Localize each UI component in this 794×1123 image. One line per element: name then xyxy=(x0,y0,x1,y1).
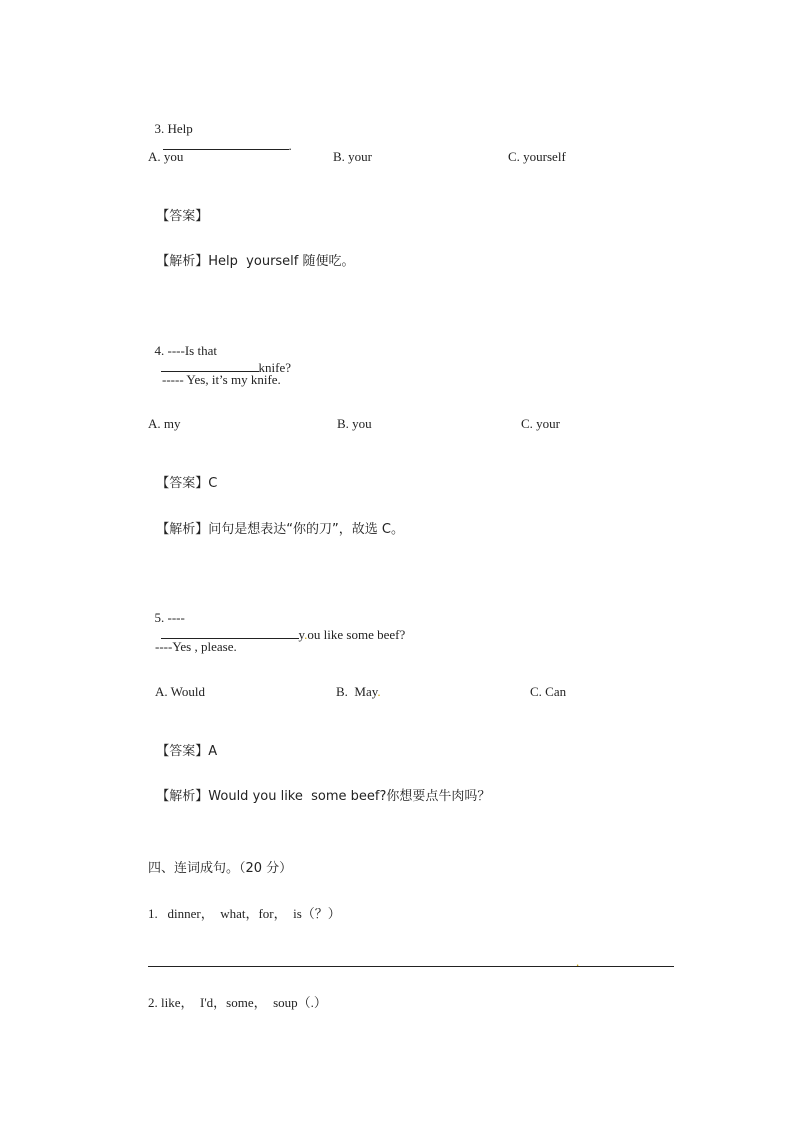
q4-answer xyxy=(148,460,217,492)
q3-stem xyxy=(148,105,292,154)
q5-answer-value: A xyxy=(208,744,218,759)
q4-option-c[interactable]: C. your xyxy=(521,416,560,431)
section4-item-2: 2. like， I'd，some， soup（.） xyxy=(148,995,327,1010)
q5-analysis-label: 【解析】 xyxy=(156,789,209,804)
q4-option-b[interactable]: B. you xyxy=(337,416,372,431)
q4-analysis xyxy=(148,506,404,538)
q5-mark-dot: . xyxy=(304,627,308,642)
q5-blank[interactable] xyxy=(161,626,299,639)
q5-option-a[interactable]: A. Would xyxy=(155,684,205,699)
answer-line-dot: . xyxy=(576,954,580,969)
section4-item-1: 1. dinner， what，for， is（？） xyxy=(148,906,341,921)
q5-option-c[interactable]: C. Can xyxy=(530,684,567,699)
q4-answer-label: 【答案】 xyxy=(156,476,209,491)
q4-answer-value: C xyxy=(208,476,218,491)
q4-suffix: knife? xyxy=(258,360,291,375)
q3-analysis-text: Help yourself 随便吃。 xyxy=(208,254,355,269)
q3-answer xyxy=(148,193,208,225)
q4-reply: ----- Yes, it’s my knife. xyxy=(162,372,281,387)
answer-line[interactable] xyxy=(148,966,674,967)
q4-analysis-text: 问句是想表达“你的刀”，故选 C。 xyxy=(208,522,404,537)
section4-title: 四、连词成句。（20 分） xyxy=(148,861,293,876)
q5-suffix: ou like some beef? xyxy=(307,627,406,642)
q3-answer-label: 【答案】 xyxy=(156,209,209,224)
q4-option-a[interactable]: A. my xyxy=(148,416,181,431)
q5-answer xyxy=(148,728,217,760)
q3-option-c[interactable]: C. yourself xyxy=(508,149,566,164)
q5-analysis xyxy=(148,773,490,805)
q3-option-a[interactable]: A. you xyxy=(148,149,184,164)
q5-option-b-dot: . xyxy=(377,684,381,699)
q4-stem xyxy=(148,327,291,376)
q5-prefix: 5. ---- xyxy=(154,610,185,625)
q3-option-b[interactable]: B. your xyxy=(333,149,372,164)
q5-analysis-text: Would you like some beef?你想要点牛肉吗？ xyxy=(208,789,491,804)
q4-blank[interactable] xyxy=(161,359,259,372)
q5-suffix-y: y xyxy=(298,627,305,642)
q3-analysis xyxy=(148,238,355,270)
q3-analysis-label: 【解析】 xyxy=(156,254,209,269)
q4-prefix: 4. ----Is that xyxy=(154,343,217,358)
q5-option-b-label: B. May xyxy=(336,684,378,699)
q3-prefix: 3. Help xyxy=(154,121,193,136)
q3-suffix: . xyxy=(288,138,292,153)
q5-stem xyxy=(148,594,405,643)
q5-option-b[interactable] xyxy=(336,684,381,700)
q5-reply: ----Yes , please. xyxy=(155,639,237,654)
q5-answer-label: 【答案】 xyxy=(156,744,209,759)
q4-analysis-label: 【解析】 xyxy=(156,522,209,537)
